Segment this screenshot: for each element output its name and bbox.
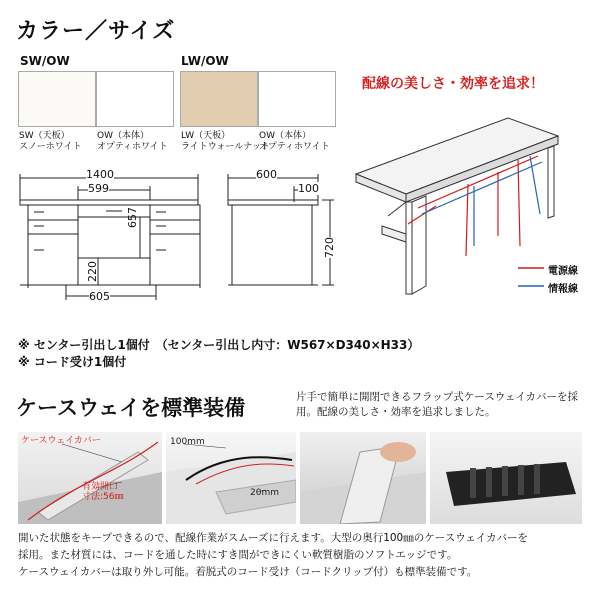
label-20mm: 20mm bbox=[250, 488, 279, 498]
swatch-optiwhite-2 bbox=[258, 71, 336, 127]
section-description: 片手で簡単に開閉できるフラップ式ケースウェイカバーを採用。配線の美しさ・効率を追求しました。 bbox=[296, 391, 579, 418]
note-drawer: ※ センター引出し1個付 （センター引出し内寸：W567×D340×H33） bbox=[18, 338, 420, 352]
swatch-optiwhite bbox=[96, 71, 174, 127]
color-label-lw-ow: LW/OW bbox=[181, 54, 229, 68]
dim-657: 657 bbox=[126, 207, 139, 228]
page-title: カラー／サイズ bbox=[16, 19, 176, 44]
legend-power: 電源線 bbox=[548, 266, 578, 277]
swatch-caption-ow: OW（本体） オプティホワイト bbox=[97, 131, 168, 152]
dim-depth: 600 bbox=[256, 168, 277, 181]
label-caseway-cover: ケースウェイカバー bbox=[21, 436, 101, 446]
label-opening: 有効開口 寸法:56㎜ bbox=[82, 482, 124, 502]
swatch-caption-ow-2: OW（本体） オプティホワイト bbox=[259, 131, 330, 152]
photo-hand-opening bbox=[300, 432, 426, 524]
body-line-3: ケースウェイカバーは取り外し可能。着脱式のコード受け（コードクリップ付）も標準装備です。 bbox=[18, 566, 478, 578]
note-cord-holder: ※ コード受け1個付 bbox=[18, 355, 127, 369]
dim-inner: 599 bbox=[88, 182, 109, 195]
dim-220: 220 bbox=[86, 261, 99, 282]
dim-720: 720 bbox=[323, 237, 336, 258]
wiring-headline: 配線の美しさ・効率を追求！ bbox=[362, 76, 544, 92]
swatch-snow-white bbox=[18, 71, 96, 127]
dim-width: 1400 bbox=[86, 168, 114, 181]
dim-605: 605 bbox=[89, 290, 110, 303]
swatch-caption-sw: SW（天板） スノーホワイト bbox=[19, 131, 82, 152]
legend-info: 情報線 bbox=[548, 284, 578, 295]
label-100mm: 100mm bbox=[170, 437, 205, 447]
color-label-sw-ow: SW/OW bbox=[20, 54, 70, 68]
dim-100: 100 bbox=[298, 182, 319, 195]
section-title: ケースウェイを標準装備 bbox=[16, 396, 246, 420]
swatch-caption-lw: LW（天板） ライトウォールナット bbox=[181, 131, 271, 152]
body-line-2: 採用。また材質には、コードを通した時にすき間ができにくい軟質樹脂のソフトエッジです。 bbox=[18, 549, 458, 561]
photo-cord-holder bbox=[430, 432, 582, 524]
body-line-1: 開いた状態をキープできるので、配線作業がスムーズに行えます。大型の奥行100㎜のケースウェイカバーを bbox=[18, 532, 528, 544]
swatch-light-walnut bbox=[180, 71, 258, 127]
